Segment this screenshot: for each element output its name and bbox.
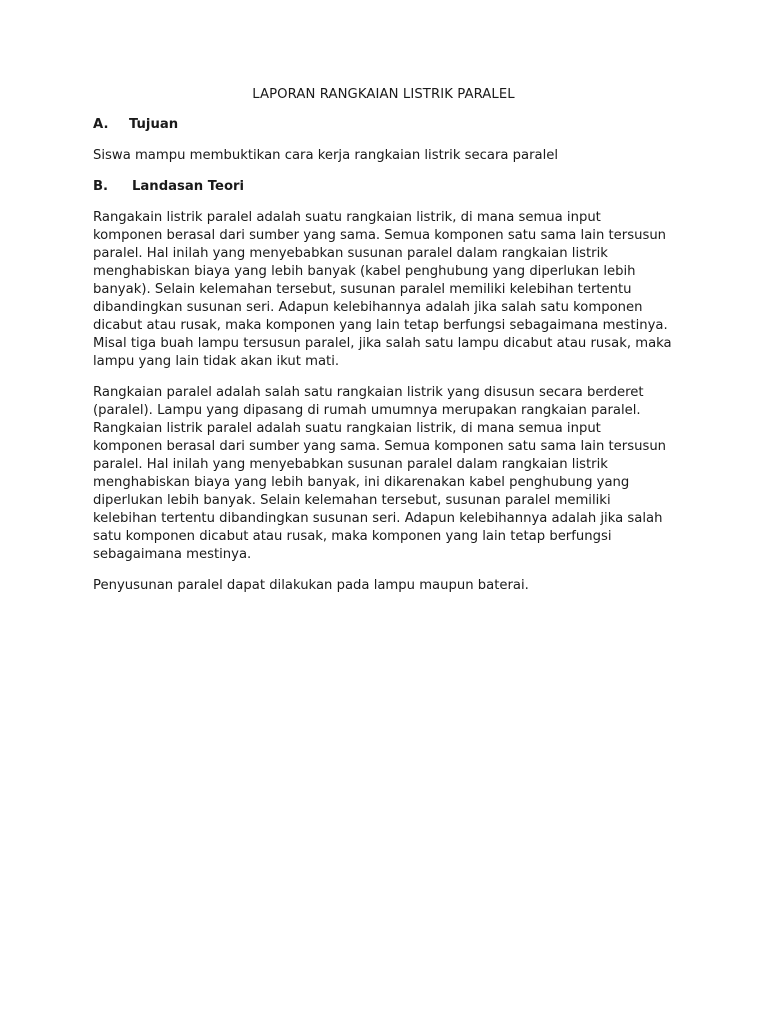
landasan-paragraph-1: Rangakain listrik paralel adalah suatu rangkaian listrik, di mana semua input komponen berasal dari sumber yang sama. Semua komponen satu sama lain tersusun paralel. Hal inilah yang menyebabkan susunan paralel dalam rangkaian listrik menghabiskan biaya yang lebih banyak (kabel penghubung yang diperlukan lebih banyak). Selain kelemahan tersebut, susunan paralel memiliki kelebihan tertentu dibandingkan susunan seri. Adapun kelebihannya adalah jika salah satu komponen dicabut atau rusak, maka komponen yang lain tetap berfungsi sebagaimana mestinya. Misal tiga buah lampu tersusun paralel, jika salah satu lampu dicabut atau rusak, maka lampu yang lain tidak akan ikut mati. — [93, 210, 672, 369]
landasan-paragraph-2: Rangkaian paralel adalah salah satu rangkaian listrik yang disusun secara berderet (paralel). Lampu yang dipasang di rumah umumnya merupakan rangkaian paralel. Rangkaian listrik paralel adalah suatu rangkaian listrik, di mana semua input komponen berasal dari sumber yang sama. Semua komponen satu sama lain tersusun paralel. Hal inilah yang menyebabkan susunan paralel dalam rangkaian listrik menghabiskan biaya yang lebih banyak, ini dikarenakan kabel penghubung yang diperlukan lebih banyak. Selain kelemahan tersebut, susunan paralel memiliki kelebihan tertentu dibandingkan susunan seri. Adapun kelebihannya adalah jika salah satu komponen dicabut atau rusak, maka komponen yang lain tetap berfungsi sebagaimana mestinya. — [93, 385, 667, 562]
section-letter: A. — [93, 117, 109, 132]
section-heading-tujuan — [93, 116, 674, 134]
section-heading-landasan-teori — [93, 178, 674, 196]
document-title: LAPORAN RANGKAIAN LISTRIK PARALEL — [252, 87, 515, 102]
landasan-paragraph-3: Penyusunan paralel dapat dilakukan pada lampu maupun baterai. — [93, 578, 529, 593]
section-letter: B. — [93, 179, 109, 194]
section-title: Tujuan — [129, 117, 179, 132]
tujuan-paragraph: Siswa mampu membuktikan cara kerja rangkaian listrik secara paralel — [93, 148, 559, 163]
section-title: Landasan Teori — [132, 179, 245, 194]
